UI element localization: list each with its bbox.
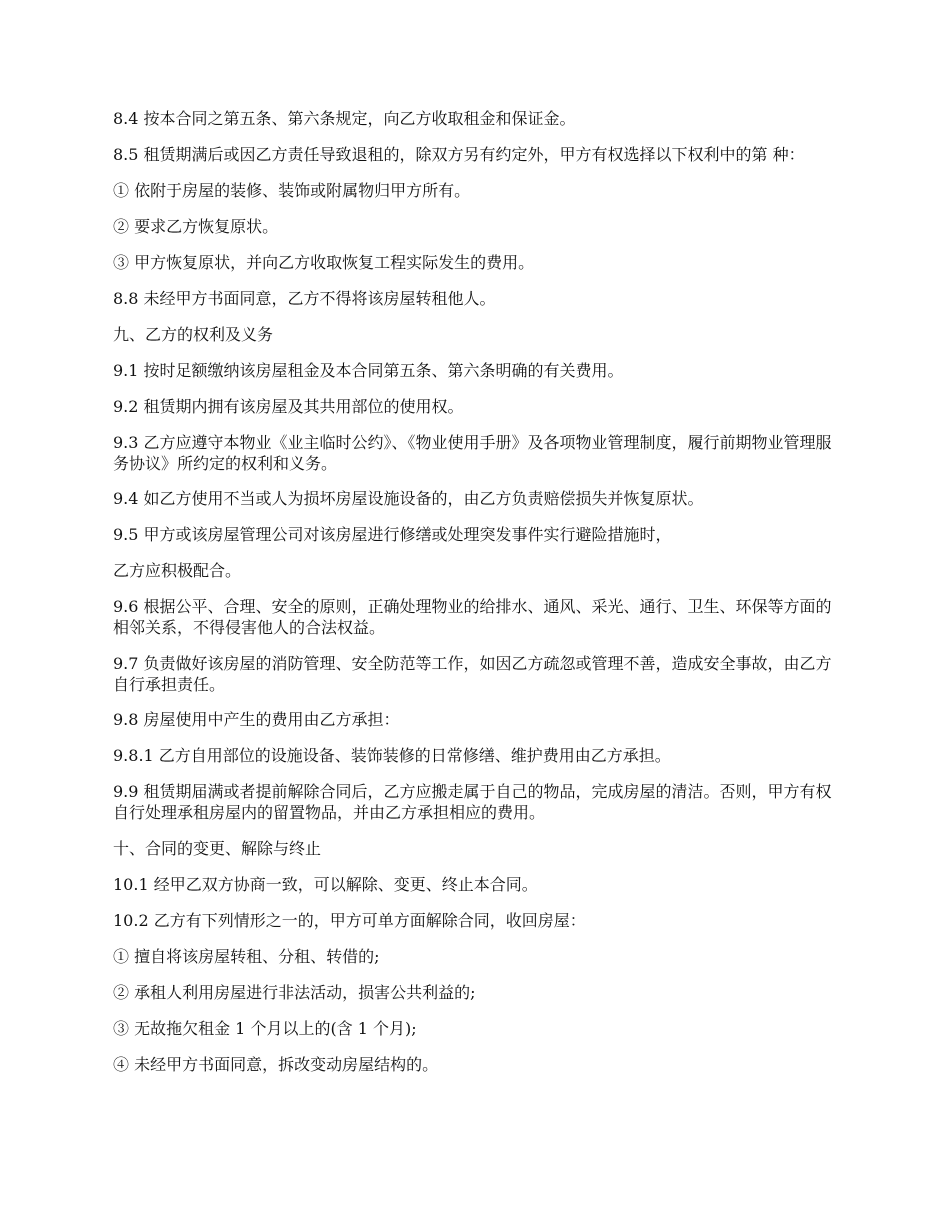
paragraph-8-8: 8.8 未经甲方书面同意，乙方不得将该房屋转租他人。 [113,288,496,308]
section-heading-10: 十、合同的变更、解除与终止 [113,838,322,858]
paragraph-9-7: 9.7 负责做好该房屋的消防管理、安全防范等工作，如因乙方疏忽或管理不善，造成安全事故，由乙方自行承担责任。 [113,653,832,694]
paragraph-option-1: ① 依附于房屋的装修、装饰或附属物归甲方所有。 [113,180,471,200]
paragraph-8-4: 8.4 按本合同之第五条、第六条规定，向乙方收取租金和保证金。 [113,109,576,128]
paragraph-10-2: 10.2 乙方有下列情形之一的，甲方可单方面解除合同，收回房屋： [113,910,586,930]
paragraph-9-8-1: 9.8.1 乙方自用部位的设施设备、装饰装修的日常修缮、维护费用由乙方承担。 [113,746,671,765]
paragraph-option-2: ② 要求乙方恢复原状。 [113,216,279,236]
paragraph-10-1: 10.1 经甲乙双方协商一致，可以解除、变更、终止本合同。 [113,874,538,894]
paragraph-termination-4: ④ 未经甲方书面同意，拆改变动房屋结构的。 [113,1054,439,1074]
paragraph-9-5-continued: 乙方应积极配合。 [113,561,242,580]
document-page [113,108,833,1090]
paragraph-9-4: 9.4 如乙方使用不当或人为损坏房屋设施设备的，由乙方负责赔偿损失并恢复原状。 [113,489,704,508]
paragraph-option-3: ③ 甲方恢复原状，并向乙方收取恢复工程实际发生的费用。 [113,252,535,272]
paragraph-termination-1: ① 擅自将该房屋转租、分租、转借的; [113,946,380,966]
paragraph-9-1: 9.1 按时足额缴纳该房屋租金及本合同第五条、第六条明确的有关费用。 [113,360,624,380]
paragraph-9-2: 9.2 租赁期内拥有该房屋及其共用部位的使用权。 [113,396,464,416]
paragraph-9-8: 9.8 房屋使用中产生的费用由乙方承担： [113,710,400,729]
paragraph-8-5: 8.5 租赁期满后或因乙方责任导致退租的，除双方另有约定外，甲方有权选择以下权利中的第 种： [113,145,805,164]
paragraph-9-5: 9.5 甲方或该房屋管理公司对该房屋进行修缮或处理突发事件实行避险措施时， [113,525,672,544]
paragraph-9-6: 9.6 根据公平、合理、安全的原则，正确处理物业的给排水、通风、采光、通行、卫生、环保等方面的相邻关系，不得侵害他人的合法权益。 [113,597,832,637]
paragraph-9-9: 9.9 租赁期届满或者提前解除合同后，乙方应搬走属于自己的物品，完成房屋的清洁。否则，甲方有权自行处理承租房屋内的留置物品，并由乙方承担相应的费用。 [113,782,832,822]
section-heading-9: 九、乙方的权利及义务 [113,324,274,344]
paragraph-termination-3: ③ 无故拖欠租金 1 个月以上的(含 1 个月); [113,1018,417,1038]
paragraph-9-3: 9.3 乙方应遵守本物业《业主临时公约》、《物业使用手册》及各项物业管理制度，履行前期物业管理服务协议》所约定的权利和义务。 [113,432,832,473]
paragraph-termination-2: ② 承租人利用房屋进行非法活动，损害公共利益的; [113,982,476,1002]
